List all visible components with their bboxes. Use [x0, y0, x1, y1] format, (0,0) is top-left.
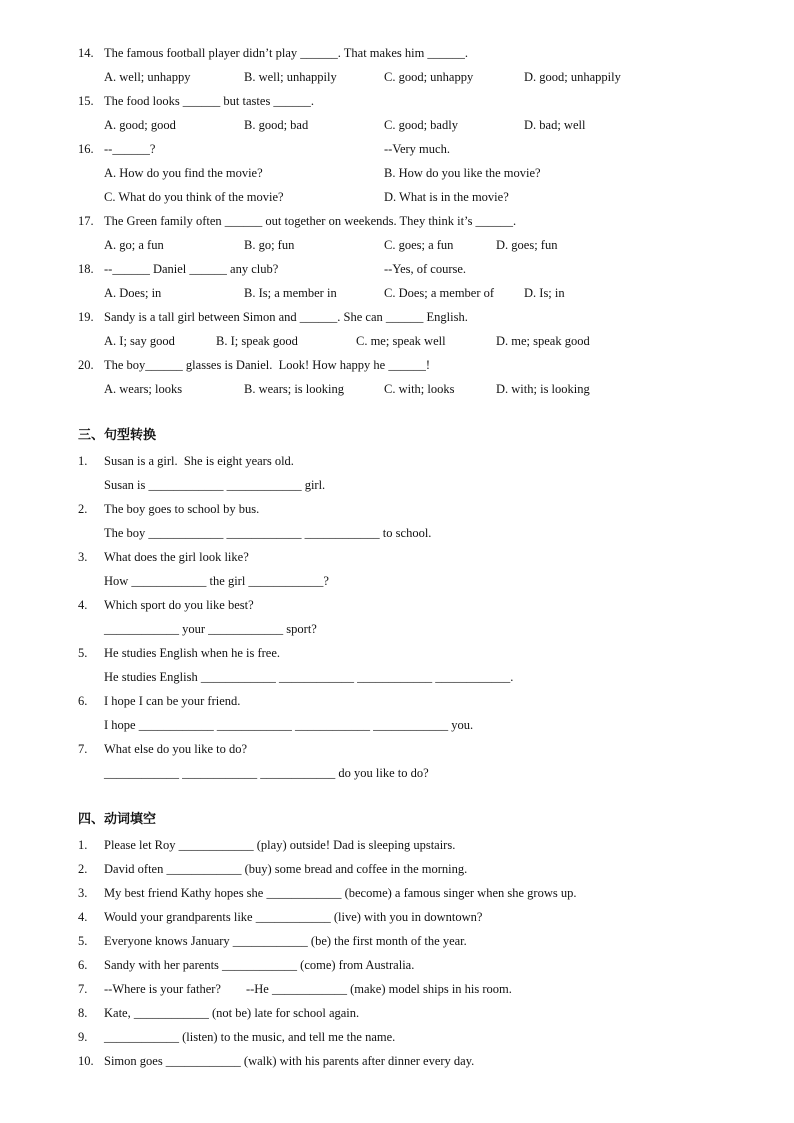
option-b: B. How do you like the movie? [384, 166, 541, 180]
option-d: D. bad; well [524, 118, 586, 132]
question-number: 19. [78, 310, 94, 324]
transformed-sentence: I hope ____________ ____________ ____________ ____________ you. [104, 718, 474, 732]
item-number: 4. [78, 598, 88, 612]
original-sentence: I hope I can be your friend. [104, 694, 241, 708]
original-sentence: The boy goes to school by bus. [104, 502, 260, 516]
transformed-sentence: ____________ ____________ ____________ do you like to do? [104, 766, 429, 780]
question-stem: The food looks ______ but tastes ______. [104, 94, 315, 108]
item-number: 7. [78, 742, 88, 756]
option-b: B. wears; is looking [244, 382, 344, 396]
item-number: 4. [78, 910, 88, 924]
item-number: 6. [78, 958, 88, 972]
item-number: 8. [78, 1006, 88, 1020]
section-heading: 四、动词填空 [78, 812, 157, 827]
option-c: C. goes; a fun [384, 238, 454, 252]
fill-sentence: Please let Roy ____________ (play) outside! Dad is sleeping upstairs. [104, 838, 456, 852]
fill-sentence: Kate, ____________ (not be) late for school again. [104, 1006, 360, 1020]
option-c: C. What do you think of the movie? [104, 190, 284, 204]
question-number: 20. [78, 358, 94, 372]
transformed-sentence: ____________ your ____________ sport? [104, 622, 317, 636]
section-heading: 三、句型转换 [78, 428, 157, 443]
option-a: A. How do you find the movie? [104, 166, 263, 180]
fill-sentence: Would your grandparents like ____________ (live) with you in downtown? [104, 910, 483, 924]
question-number: 15. [78, 94, 94, 108]
original-sentence: Which sport do you like best? [104, 598, 254, 612]
option-b: B. well; unhappily [244, 70, 337, 84]
option-a: A. I; say good [104, 334, 175, 348]
fill-sentence: David often ____________ (buy) some bread and coffee in the morning. [104, 862, 468, 876]
item-number: 10. [78, 1054, 94, 1068]
fill-sentence: Everyone knows January ____________ (be) the first month of the year. [104, 934, 467, 948]
item-number: 5. [78, 646, 88, 660]
item-number: 1. [78, 838, 88, 852]
original-sentence: What else do you like to do? [104, 742, 248, 756]
option-d: D. What is in the movie? [384, 190, 509, 204]
item-number: 2. [78, 862, 88, 876]
question-number: 14. [78, 46, 94, 60]
option-b: B. good; bad [244, 118, 309, 132]
original-sentence: Susan is a girl. She is eight years old. [104, 454, 294, 468]
option-d: D. with; is looking [496, 382, 590, 396]
option-c: C. with; looks [384, 382, 455, 396]
transformed-sentence: How ____________ the girl ____________? [104, 574, 329, 588]
question-number: 17. [78, 214, 94, 228]
item-number: 1. [78, 454, 88, 468]
option-c: C. me; speak well [356, 334, 446, 348]
option-c: C. Does; a member of [384, 286, 495, 300]
option-a: A. well; unhappy [104, 70, 191, 84]
option-b: B. go; fun [244, 238, 295, 252]
question-stem: Sandy is a tall girl between Simon and ______. She can ______ English. [104, 310, 468, 324]
item-number: 6. [78, 694, 88, 708]
transformed-sentence: He studies English ____________ ____________ ____________ ____________. [104, 670, 514, 684]
question-number: 16. [78, 142, 94, 156]
option-d: D. goes; fun [496, 238, 558, 252]
fill-sentence: Simon goes ____________ (walk) with his parents after dinner every day. [104, 1054, 475, 1068]
option-a: A. go; a fun [104, 238, 164, 252]
option-a: A. wears; looks [104, 382, 183, 396]
fill-sentence: My best friend Kathy hopes she ____________ (become) a famous singer when she grows up. [104, 886, 577, 900]
item-number: 3. [78, 550, 88, 564]
item-number: 3. [78, 886, 88, 900]
original-sentence: What does the girl look like? [104, 550, 249, 564]
option-a: A. good; good [104, 118, 176, 132]
question-stem: The Green family often ______ out together on weekends. They think it’s ______. [104, 214, 517, 228]
option-d: D. Is; in [524, 286, 565, 300]
question-stem: --______? [104, 142, 156, 156]
item-number: 5. [78, 934, 88, 948]
option-c: C. good; badly [384, 118, 458, 132]
option-b: B. Is; a member in [244, 286, 337, 300]
item-number: 7. [78, 982, 88, 996]
original-sentence: He studies English when he is free. [104, 646, 281, 660]
question-reply: --Very much. [384, 142, 450, 156]
fill-sentence: ____________ (listen) to the music, and tell me the name. [104, 1030, 396, 1044]
option-c: C. good; unhappy [384, 70, 474, 84]
fill-sentence: Sandy with her parents ____________ (come) from Australia. [104, 958, 415, 972]
question-stem: --______ Daniel ______ any club? [104, 262, 279, 276]
transformed-sentence: Susan is ____________ ____________ girl. [104, 478, 326, 492]
option-d: D. me; speak good [496, 334, 590, 348]
transformed-sentence: The boy ____________ ____________ ____________ to school. [104, 526, 432, 540]
option-b: B. I; speak good [216, 334, 298, 348]
question-number: 18. [78, 262, 94, 276]
question-stem: The famous football player didn’t play ______. That makes him ______. [104, 46, 469, 60]
question-stem: The boy______ glasses is Daniel. Look! How happy he ______! [104, 358, 430, 372]
item-number: 2. [78, 502, 88, 516]
option-d: D. good; unhappily [524, 70, 621, 84]
option-a: A. Does; in [104, 286, 162, 300]
fill-sentence: --Where is your father? --He ____________ (make) model ships in his room. [104, 982, 512, 996]
item-number: 9. [78, 1030, 88, 1044]
question-reply: --Yes, of course. [384, 262, 467, 276]
